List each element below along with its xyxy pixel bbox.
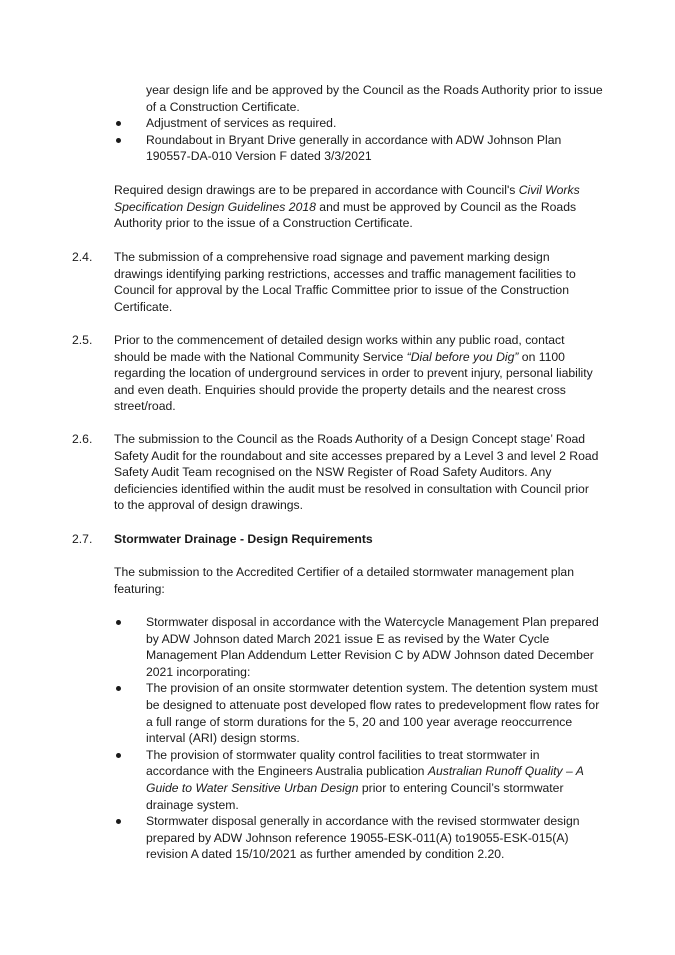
clause-number: 2.6. (72, 432, 93, 446)
list-item: Stormwater disposal generally in accordance with the revised stormwater design prepared by ADW Johnson reference 19055-ESK-011(A) to19055-ESK-015(A) revision A dated 15/10/2021 as further amended by condition 2.20. (114, 813, 604, 863)
list-item-continuation: year design life and be approved by the Council as the Roads Authority prior to issue of a Construction Certificate. (146, 83, 603, 114)
list-item: Stormwater disposal in accordance with the Watercycle Management Plan prepared by ADW Johnson dated March 2021 issue E as revised by the Water Cycle Management Plan Addendum Letter Revision C by ADW Johnson dated December 2021 incorporating: (114, 614, 604, 680)
clause-text: Prior to the commencement of detailed design works within any public road, contact should be made with the National Community Service “Dial before you Dig” on 1100 regarding the location of underground services in order to prevent injury, personal liability and even death. Enquiries should provide the property details and the nearest cross street/road. (114, 333, 593, 414)
clause-number: 2.7. (72, 532, 93, 546)
design-drawings-paragraph: Required design drawings are to be prepared in accordance with Council's Civil Works Specification Design Guidelines 2018 and must be approved by Council as the Roads Authority prior to the issue of a Construction Certificate. (114, 183, 580, 231)
list-item: The provision of stormwater quality control facilities to treat stormwater in accordance with the Engineers Australia publication Australian Runoff Quality – A Guide to Water Sensitive Urban Design prior to entering Council’s stormwater drainage system. (114, 747, 604, 813)
stormwater-intro: The submission to the Accredited Certifier of a detailed stormwater management plan featuring: (114, 565, 574, 596)
clause-number: 2.4. (72, 250, 93, 264)
section-heading: Stormwater Drainage - Design Requirements (114, 532, 373, 546)
list-item: The provision of an onsite stormwater detention system. The detention system must be designed to attenuate post developed flow rates to predevelopment flow rates for a full range of storm durations for the 5, 20 and 100 year average reoccurrence interval (ARI) design storms. (114, 680, 604, 746)
list-item: Adjustment of services as required. (114, 115, 604, 132)
stormwater-bullet-list (114, 614, 604, 863)
clause-number: 2.5. (72, 333, 93, 347)
clause-text: The submission to the Council as the Roads Authority of a Design Concept stage’ Road Safety Audit for the roundabout and site accesses prepared by a Level 3 and level 2 Road Safety Audit Team recognised on the NSW Register of Road Safety Auditors. Any deficiencies identified within the audit must be resolved in consultation with Council prior to the approval of design drawings. (114, 432, 599, 513)
list-item: Roundabout in Bryant Drive generally in accordance with ADW Johnson Plan 190557-DA-010 Version F dated 3/3/2021 (114, 132, 604, 165)
clause-text: The submission of a comprehensive road signage and pavement marking design drawings identifying parking restrictions, accesses and traffic management facilities to Council for approval by the Local Traffic Committee prior to issue of the Construction Certificate. (114, 250, 576, 314)
top-bullet-list (114, 82, 604, 165)
